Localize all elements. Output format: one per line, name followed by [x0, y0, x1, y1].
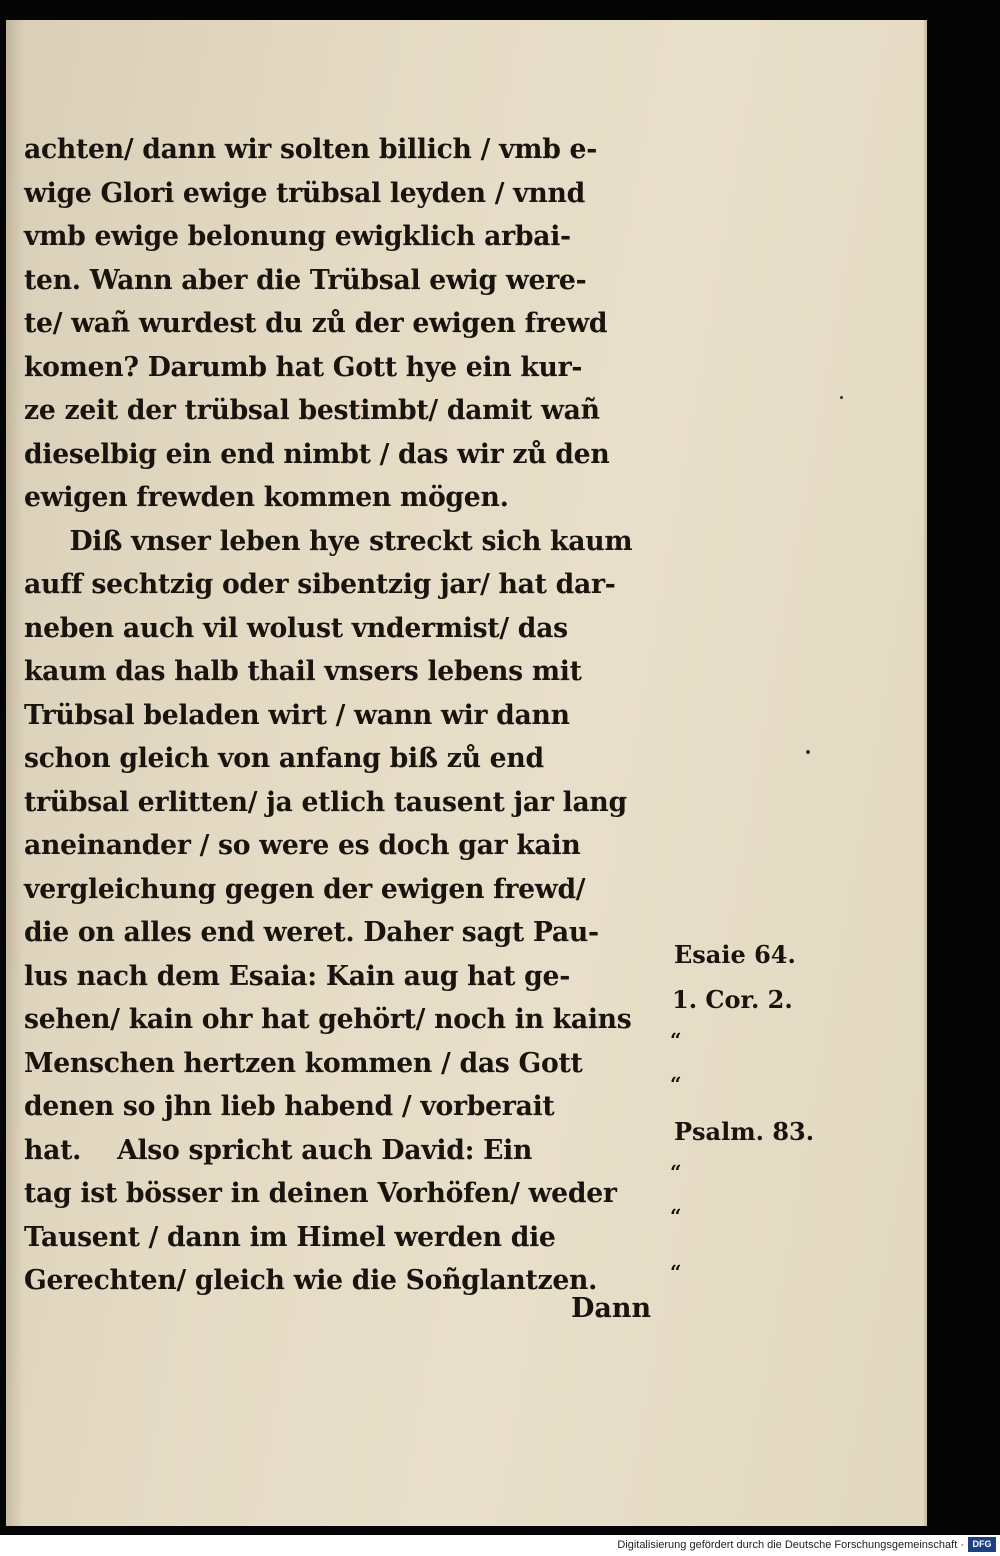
text-line: wige Glori ewige trübsal leyden / vnnd: [24, 177, 585, 209]
quote-mark: “: [670, 1204, 682, 1228]
text-line: vmb ewige belonung ewigklich arbai-: [24, 221, 571, 252]
text-line: Gerechten/ gleich wie die Soñglantzen.: [24, 1265, 598, 1296]
dfg-logo: DFG: [968, 1537, 996, 1552]
text-line: te/ wañ wurdest du zů der ewigen frewd: [24, 308, 608, 339]
text-line: neben auch vil wolust vndermist/ das: [24, 612, 568, 644]
text-line: aneinander / so were es doch gar kain: [24, 830, 581, 861]
text-line: schon gleich von anfang biß zů end: [24, 743, 544, 774]
margin-note-psalm: Psalm. 83.: [674, 1117, 815, 1146]
text-line: Diß vnser leben hye streckt sich kaum: [69, 525, 633, 557]
text-line: auff sechtzig oder sibentzig jar/ hat dar-: [24, 569, 616, 600]
quote-mark: “: [670, 1072, 682, 1096]
text-line: die on alles end weret. Daher sagt Pau-: [24, 917, 599, 948]
paper-speck: [806, 750, 810, 754]
footer-credit: Digitalisierung gefördert durch die Deutsche Forschungsgemeinschaft ·: [617, 1539, 964, 1551]
text-line: lus nach dem Esaia: Kain aug hat ge-: [24, 960, 570, 992]
bleed-through-shadow: [706, 140, 876, 1340]
text-line: denen so jhn lieb habend / vorberait: [24, 1091, 555, 1122]
margin-note-esaie: Esaie 64.: [674, 940, 796, 969]
text-line: ewigen frewden kommen mögen.: [24, 482, 509, 513]
text-line: Tausent / dann im Himel werden die: [24, 1221, 556, 1253]
text-line: vergleichung gegen der ewigen frewd/: [24, 873, 586, 905]
text-line: kaum das halb thail vnsers lebens mit: [24, 656, 582, 687]
book-page: [6, 20, 927, 1526]
margin-note-cor: 1. Cor. 2.: [672, 985, 793, 1014]
text-line: dieselbig ein end nimbt / das wir zů den: [24, 438, 610, 470]
quote-mark: “: [670, 1160, 682, 1184]
catchword: Dann: [571, 1293, 652, 1324]
text-line: hat. Also spricht auch David: Ein: [24, 1134, 533, 1166]
text-line: tag ist bösser in deinen Vorhöfen/ weder: [24, 1178, 617, 1209]
text-line: ten. Wann aber die Trübsal ewig were-: [24, 264, 587, 296]
text-line: sehen/ kain ohr hat gehört/ noch in kains: [24, 1004, 632, 1035]
text-line: Trübsal beladen wirt / wann wir dann: [24, 699, 570, 731]
text-line: Menschen hertzen kommen / das Gott: [24, 1047, 583, 1079]
paper-speck: [840, 396, 843, 399]
text-line: ze zeit der trübsal bestimbt/ damit wañ: [24, 395, 600, 426]
quote-mark: “: [670, 1260, 682, 1284]
text-line: komen? Darumb hat Gott hye ein kur-: [24, 351, 583, 383]
body-text: [24, 128, 674, 1303]
text-line: achten/ dann wir solten billich / vmb e-: [24, 134, 598, 165]
quote-mark: “: [670, 1028, 682, 1052]
text-line: trübsal erlitten/ ja etlich tausent jar lang: [24, 786, 627, 818]
